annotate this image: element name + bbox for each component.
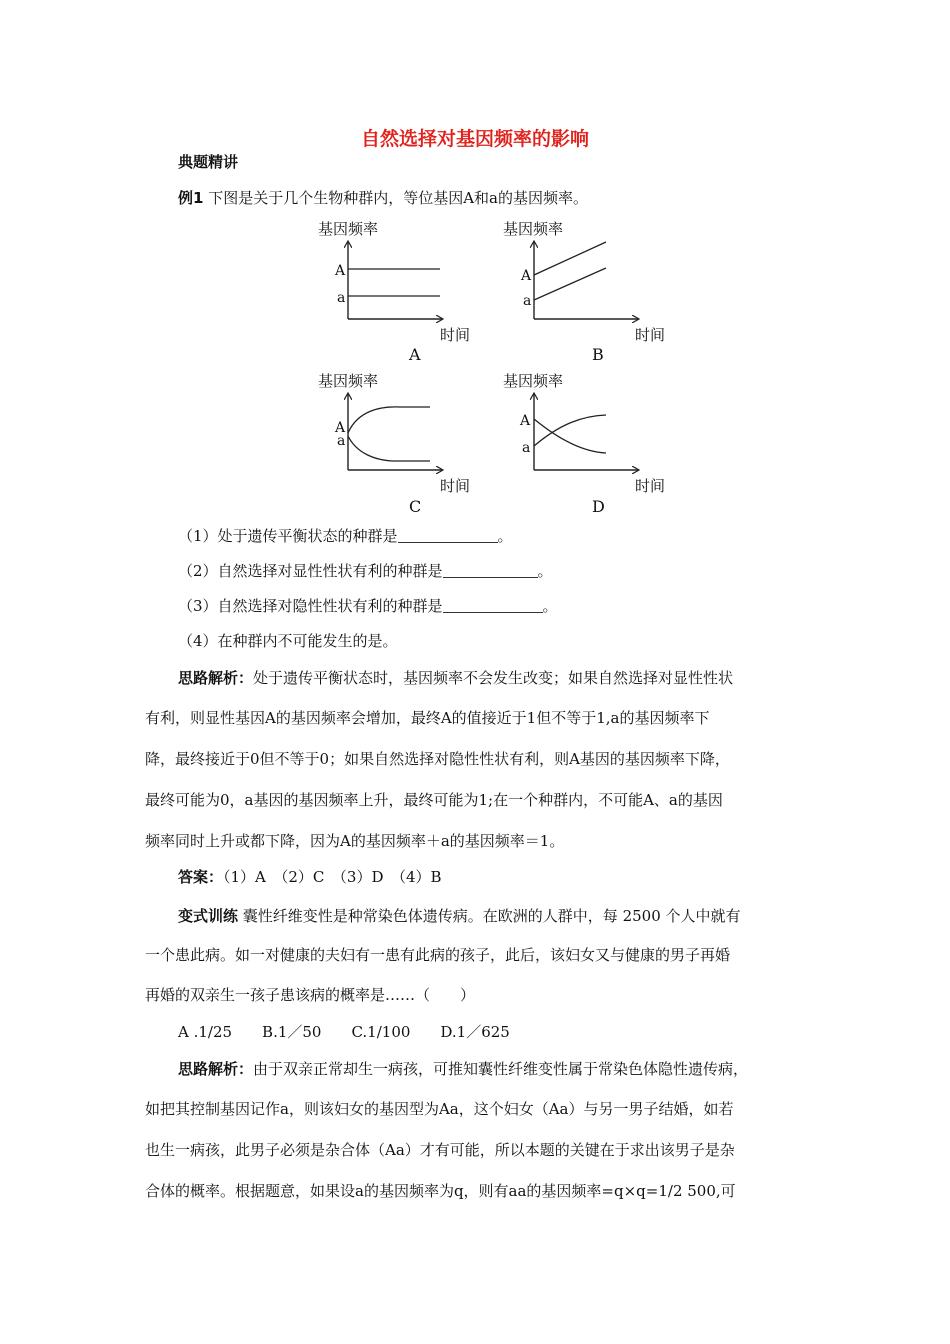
panel-a-xlabel: 时间: [440, 326, 471, 344]
panel-a: [318, 220, 470, 364]
analysis-1-line-3: 降，最终接近于0但不等于0；如果自然选择对隐性性状有利，则A基因的基因频率下降，: [145, 750, 730, 768]
panel-c-label-lower: a: [337, 433, 346, 449]
panel-d-caption: D: [592, 497, 605, 516]
panel-c-label-upper: A: [335, 420, 346, 436]
question-3: （3）自然选择对隐性性状有利的种群是 。: [178, 597, 558, 615]
example-1: [178, 187, 858, 209]
panel-c-caption: C: [409, 497, 422, 516]
section-heading: 典题精讲: [178, 153, 239, 171]
analysis-1-line-1: 思路解析：处于遗传平衡状态时，基因频率不会发生改变；如果自然选择对显性性状: [178, 669, 734, 687]
question-2: （2）自然选择对显性性状有利的种群是 。: [178, 562, 553, 580]
variant-line-3: 再婚的双亲生一孩子患该病的概率是……（ ）: [145, 986, 476, 1004]
panel-c-ylabel: 基因频率: [318, 372, 379, 390]
panel-b-curve-lower: [534, 268, 606, 300]
analysis-2-line-2: 如把其控制基因记作a，则该妇女的基因型为Aa，这个妇女（Aa）与另一男子结婚，如若: [145, 1100, 734, 1118]
panel-a-label-lower: a: [337, 290, 346, 306]
panel-b-label-upper: A: [521, 268, 532, 284]
answer-text: （1）A （2）C （3）D （4）B: [223, 868, 442, 886]
question-4: （4）在种群内不可能发生的是。: [178, 632, 398, 650]
answer-blank-3[interactable]: [443, 597, 543, 613]
panel-c-xlabel: 时间: [440, 477, 471, 495]
example-text: 下图是关于几个生物种群内，等位基因A和a的基因频率。: [208, 189, 588, 207]
panel-a-label-upper: A: [335, 263, 346, 279]
answer-blank-2[interactable]: [443, 562, 538, 578]
variant-line-2: 一个患此病。如一对健康的夫妇有一患有此病的孩子，此后，该妇女又与健康的男子再婚: [145, 946, 731, 964]
panel-b-ylabel: 基因频率: [503, 220, 564, 238]
analysis-2-line-1: 思路解析：由于双亲正常却生一病孩，可推知囊性纤维变性属于常染色体隐性遗传病，: [178, 1060, 749, 1078]
panel-b: [503, 220, 665, 364]
analysis-2-line-3: 也生一病孩，此男子必须是杂合体（Aa）才有可能，所以本题的关键在于求出该男子是杂: [145, 1141, 735, 1159]
panel-a-caption: A: [409, 345, 421, 364]
answer-blank-1[interactable]: [398, 527, 498, 543]
panel-d-xlabel: 时间: [635, 477, 666, 495]
example-label: 例1: [178, 189, 204, 207]
panel-b-label-lower: a: [523, 293, 532, 309]
panel-d-label-lower: a: [522, 440, 531, 456]
panel-d-curve-rising: [534, 415, 606, 446]
panel-b-xlabel: 时间: [635, 326, 666, 344]
answer-line: [178, 866, 858, 888]
page-title: 自然选择对基因频率的影响: [360, 128, 589, 150]
panel-d: [503, 372, 665, 516]
analysis-1-line-4: 最终可能为0，a基因的基因频率上升，最终可能为1;在一个种群内，不可能A、a的基因: [145, 791, 723, 809]
variant-label: 变式训练: [178, 907, 239, 925]
variant-options: A .1/25 B.1／50 C.1/100 D.1／625: [178, 1023, 510, 1041]
gene-frequency-figure: [300, 214, 680, 520]
panel-a-ylabel: 基因频率: [318, 220, 379, 238]
variant-line-1: 变式训练 囊性纤维变性是种常染色体遗传病。在欧洲的人群中，每 2500 个人中就有: [178, 907, 741, 925]
analysis-1-line-2: 有利，则显性基因A的基因频率会增加，最终A的值接近于1但不等于1,a的基因频率下: [145, 709, 710, 727]
panel-b-curve-upper: [534, 242, 606, 275]
analysis-1-line-5: 频率同时上升或都下降，因为A的基因频率＋a的基因频率＝1。: [145, 832, 565, 850]
analysis-1-label: 思路解析：: [178, 669, 254, 687]
question-1: （1）处于遗传平衡状态的种群是 。: [178, 527, 513, 545]
panel-d-label-upper: A: [520, 413, 531, 429]
panel-d-ylabel: 基因频率: [503, 372, 564, 390]
answer-label: 答案：: [178, 868, 224, 886]
panel-c-curve-upper: [348, 407, 430, 433]
analysis-2-line-4: 合体的概率。根据题意，如果设a的基因频率为q，则有aa的基因频率=q×q=1/2 500,可: [145, 1182, 736, 1200]
panel-c-curve-lower: [348, 436, 430, 461]
analysis-2-label: 思路解析：: [178, 1060, 254, 1078]
panel-b-caption: B: [592, 345, 604, 364]
panel-d-curve-falling: [534, 419, 606, 453]
panel-c: [318, 372, 470, 516]
